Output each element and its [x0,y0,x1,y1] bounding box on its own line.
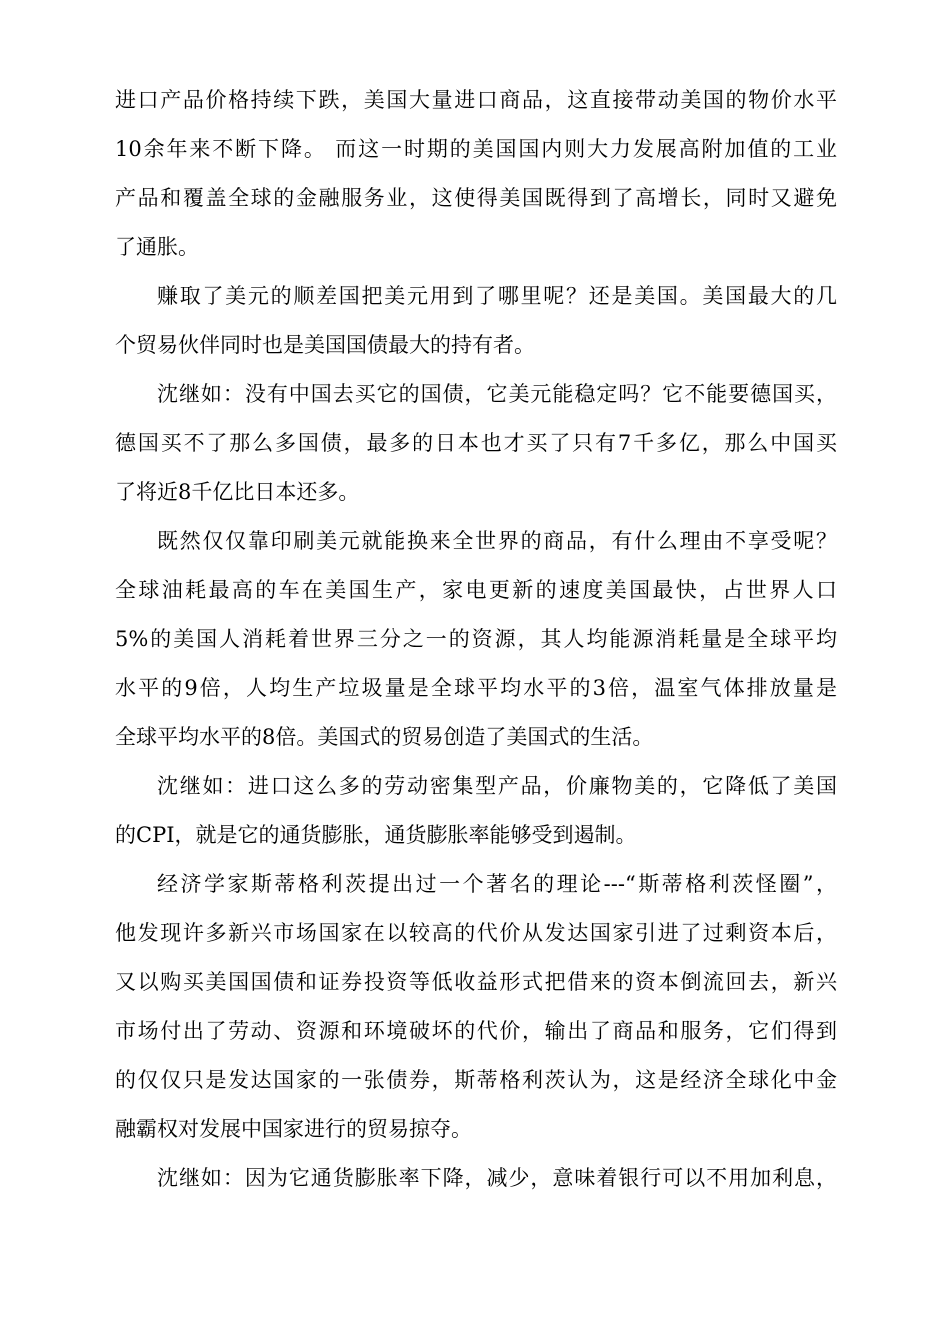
document-body [115,76,837,1203]
text-line: 融霸权对发展中国家进行的贸易掠夺。 [115,1117,472,1141]
text-line: 了通胀。 [115,235,199,259]
text-line: 市场付出了劳动、资源和环境破坏的代价，输出了商品和服务，它们得到 [115,1019,837,1043]
text-line: 全球油耗最高的车在美国生产，家电更新的速度美国最快，占世界人口 [115,578,837,602]
text-line: 又以购买美国国债和证券投资等低收益形式把借来的资本倒流回去，新兴 [115,970,837,994]
paragraph-first-line: 沈继如：进口这么多的劳动密集型产品，价廉物美的，它降低了美国 [157,774,837,798]
paragraph-first-line: 沈继如：没有中国去买它的国债，它美元能稳定吗？它不能要德国买， [157,382,837,406]
text-line: 5%的美国人消耗着世界三分之一的资源，其人均能源消耗量是全球平均 [115,627,837,651]
text-line: 10余年来不断下降。 而这一时期的美国国内则大力发展高附加值的工业 [115,137,837,161]
text-line: 产品和覆盖全球的金融服务业，这使得美国既得到了高增长，同时又避免 [115,186,837,210]
paragraph-first-line: 赚取了美元的顺差国把美元用到了哪里呢？还是美国。美国最大的几 [157,284,837,308]
paragraph-first-line: 既然仅仅靠印刷美元就能换来全世界的商品，有什么理由不享受呢？ [157,529,837,553]
text-line: 德国买不了那么多国债，最多的日本也才买了只有7千多亿，那么中国买 [115,431,837,455]
paragraph-first-line: 经济学家斯蒂格利茨提出过一个著名的理论---“斯蒂格利茨怪圈”， [157,872,837,896]
text-line: 水平的9倍，人均生产垃圾量是全球平均水平的3倍，温室气体排放量是 [115,676,837,700]
text-line: 了将近8千亿比日本还多。 [115,480,360,504]
text-line: 全球平均水平的8倍。美国式的贸易创造了美国式的生活。 [115,725,654,749]
text-line: 的CPI，就是它的通货膨胀，通货膨胀率能够受到遏制。 [115,823,637,847]
text-line: 个贸易伙伴同时也是美国国债最大的持有者。 [115,333,535,357]
text-line: 他发现许多新兴市场国家在以较高的代价从发达国家引进了过剩资本后， [115,921,837,945]
paragraph-first-line: 沈继如：因为它通货膨胀率下降，减少，意味着银行可以不用加利息， [157,1166,837,1190]
text-line: 进口产品价格持续下跌，美国大量进口商品，这直接带动美国的物价水平 [115,88,837,112]
text-line: 的仅仅只是发达国家的一张债券，斯蒂格利茨认为，这是经济全球化中金 [115,1068,837,1092]
